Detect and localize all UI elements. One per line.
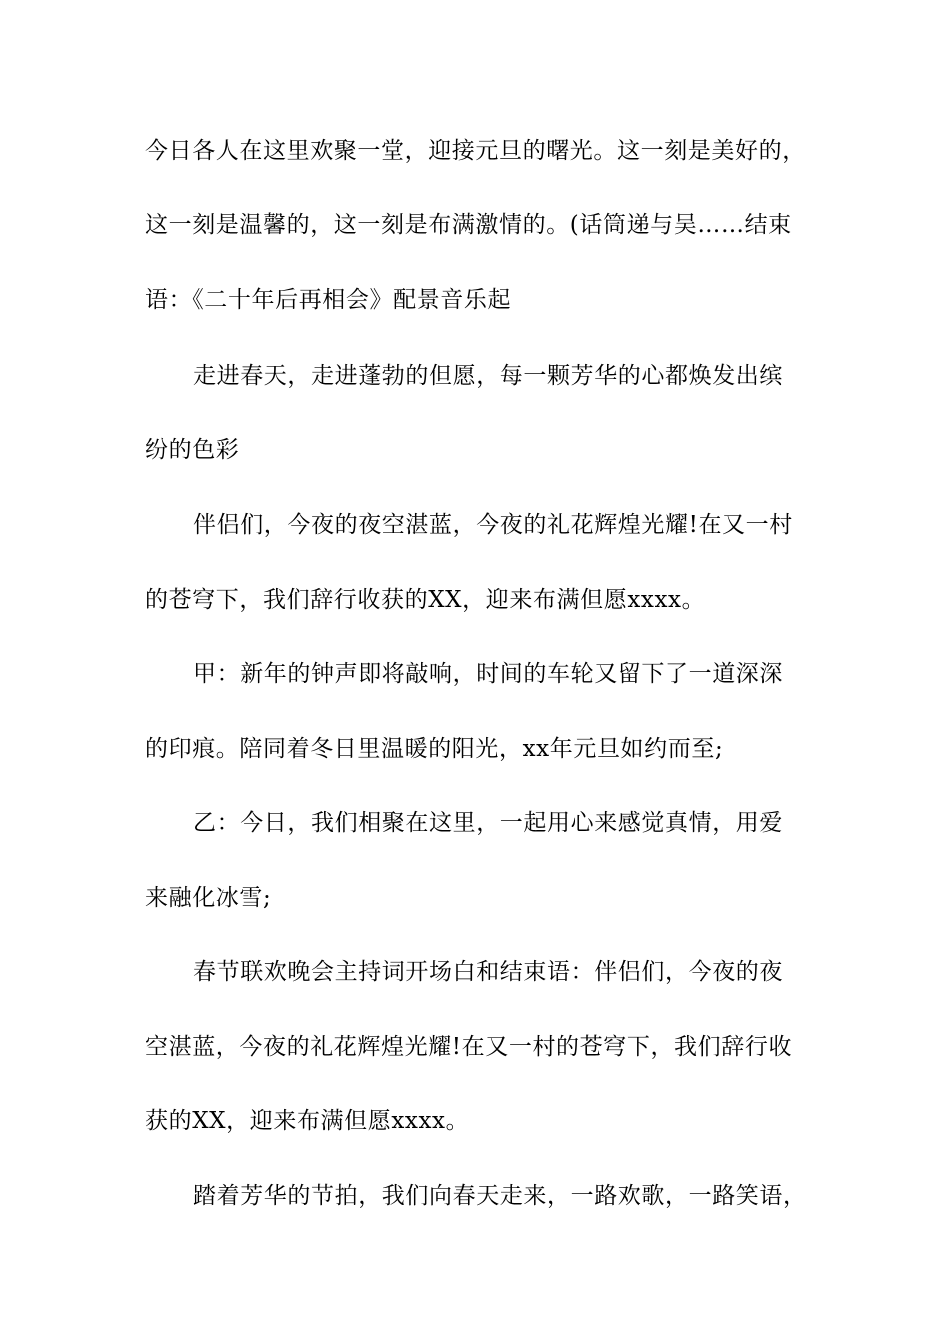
text-line: 获的XX，迎来布满但愿xxxx。 [145,1108,470,1134]
text-line: 空湛蓝，今夜的礼花辉煌光耀!在又一村的苍穹下，我们辞行收 [145,1034,793,1060]
text-line: 语：《二十年后再相会》配景音乐起 [145,287,512,313]
paragraph-first-line: 走进春天，走进蓬勃的但愿，每一颗芳华的心都焕发出缤 [193,363,783,389]
text-line: 的苍穹下，我们辞行收获的XX，迎来布满但愿xxxx。 [145,587,706,613]
paragraph-first-line: 踏着芳华的节拍，我们向春天走来，一路欢歌，一路笑语， [193,1183,807,1209]
text-line: 这一刻是温馨的，这一刻是布满激情的。(话筒递与吴……结束 [145,212,792,238]
text-line: 今日各人在这里欢聚一堂，迎接元旦的曙光。这一刻是美好的， [145,138,806,164]
text-line: 的印痕。陪同着冬日里温暖的阳光，xx年元旦如约而至; [145,736,724,762]
paragraph-first-line: 伴侣们，今夜的夜空湛蓝，今夜的礼花辉煌光耀!在又一村 [193,512,793,538]
text-line: 来融化冰雪; [145,885,272,911]
text-line: 纷的色彩 [145,437,240,463]
paragraph-first-line: 乙：今日，我们相聚在这里，一起用心来感觉真情，用爱 [193,810,783,836]
paragraph-first-line: 春节联欢晚会主持词开场白和结束语：伴侣们，今夜的夜 [193,959,783,985]
paragraph-first-line: 甲：新年的钟声即将敲响，时间的车轮又留下了一道深深 [193,661,783,687]
